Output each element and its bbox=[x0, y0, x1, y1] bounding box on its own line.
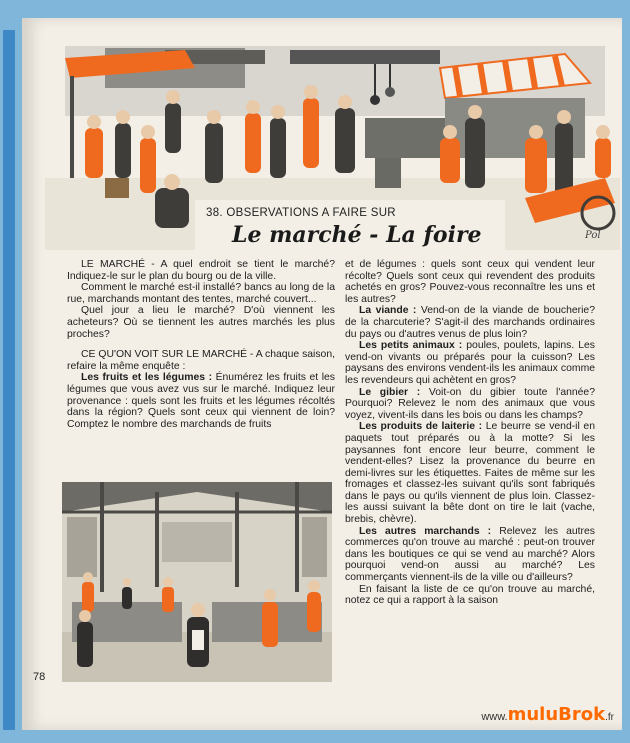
left-text-column bbox=[67, 259, 335, 430]
paragraph bbox=[345, 526, 595, 584]
paragraph-heading: Les autres marchands : bbox=[359, 525, 492, 537]
illustrator-signature: Pol bbox=[585, 230, 601, 241]
paragraph: En faisant la liste de ce qu'on trouve au marché, notez ce qui a rapport à la saison bbox=[345, 583, 595, 607]
paragraph bbox=[67, 372, 335, 430]
paragraph-heading: La viande : bbox=[359, 305, 417, 317]
paragraph-body: Voit-on du gibier toute l'année? Pourquoi? Relevez le nom des animaux que vous voyez, vivent-ils dans les bois ou dans les champs? bbox=[345, 386, 595, 421]
paragraph-body: Le beurre se vend-il en paquets tout préparés ou à la motte? Si les paysannes font encore leur beurre, comment le vendent-elles? Lisez la provenance du beurre en demi-livres sur les étiquettes. Faites de même sur les fromages et classez-les suivant qu'ils sont fabriqués dans le pays ou qu'ils viennent de plus loin. Classez-les aussi suivant la bête dont on tire le lait (vache, brebis, chèvre). bbox=[345, 421, 595, 526]
covered-market-illustration bbox=[62, 482, 332, 682]
paragraph bbox=[345, 305, 595, 340]
paragraph-heading: Le gibier : bbox=[359, 386, 421, 398]
paragraph: et de légumes : quels sont ceux qui vendent leur récolte? Quels sont ceux qui revendent des produits achetés en gros? Pouvez-vous reconnaître les uns et les autres? bbox=[345, 259, 595, 305]
paragraph-body: Vend-on de la viande de boucherie? de la charcuterie? S'agit-il des marchands ordinaires du pays ou d'autres venus de plus loin? bbox=[345, 305, 595, 340]
covered-market-svg bbox=[62, 482, 332, 682]
site-watermark bbox=[481, 704, 614, 725]
paragraph bbox=[345, 421, 595, 525]
cover-edge bbox=[3, 30, 15, 730]
watermark-tld: .fr bbox=[605, 712, 614, 723]
paragraph-body: poules, poulets, lapins. Les vend-on vivants ou préparés pour la cuisson? Les paysans des environs vendent-ils les animaux comme les revendeurs qui achètent en gros? bbox=[345, 340, 595, 386]
paragraph: Quel jour a lieu le marché? D'où viennent les acheteurs? Où se tiennent les autres marchés les plus proches? bbox=[67, 305, 335, 340]
paragraph-heading: Les petits animaux : bbox=[359, 340, 463, 352]
paragraph: CE QU'ON VOIT SUR LE MARCHÉ - A chaque saison, refaire la même enquête : bbox=[67, 349, 335, 372]
watermark-brand: muluBrok bbox=[507, 704, 606, 725]
watermark-prefix: www. bbox=[481, 711, 508, 723]
right-text-column bbox=[345, 259, 595, 607]
paragraph-body: Énumérez les fruits et les légumes que vous avez vus sur le marché. Indiquez leur provenance : quels sont les fruits et les légumes récoltés dans la région? Quels sont ceux qui viennent de loin? Comptez le nombre des marchands de fruits bbox=[67, 372, 335, 430]
paragraph bbox=[345, 340, 595, 386]
page-number: 78 bbox=[33, 671, 46, 683]
paragraph bbox=[345, 387, 595, 422]
lesson-title: Le marché - La foire bbox=[232, 222, 482, 248]
paragraph: Comment le marché est-il installé? bancs au long de la rue, marchands montant des tentes, marché couvert... bbox=[67, 282, 335, 305]
paragraph-heading: Les fruits et les légumes : bbox=[81, 372, 213, 384]
paragraph-body: Relevez les autres commerces qu'on trouve au marché : peut-on trouver dans les boutiques ce qui se vend au marché? Alors pourquoi vend-on aussi au marché? Les commerçants viennent-ils de la ville ou d'ailleurs? bbox=[345, 525, 595, 584]
paragraph: LE MARCHÉ - A quel endroit se tient le marché? Indiquez-le sur le plan du bourg ou de la ville. bbox=[67, 259, 335, 282]
lesson-number: 38. OBSERVATIONS A FAIRE SUR bbox=[206, 207, 396, 219]
paragraph-heading: Les produits de laiterie : bbox=[359, 421, 483, 433]
